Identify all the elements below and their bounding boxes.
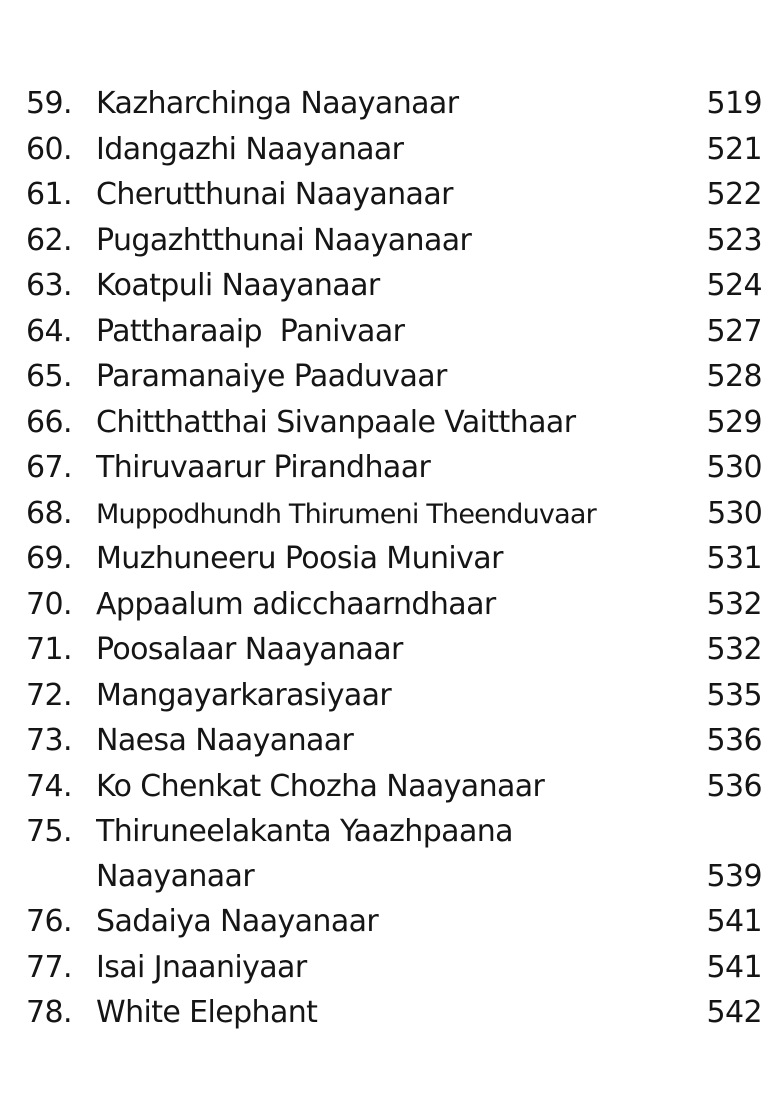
entry-number: 62. [26,222,72,258]
toc-entry [26,309,762,355]
entry-page-number: 528 [706,359,762,394]
entry-title: Naesa Naayanaar [96,723,354,758]
entry-number: 75. [26,814,72,849]
entry-title [96,809,682,899]
entry-number: 76. [26,904,72,939]
entry-number: 61. [26,177,72,212]
entry-page-number: 530 [707,495,762,531]
entry-title: Sadaiya Naayanaar [96,904,379,939]
entry-title: Muzhuneeru Poosia Munivar [96,541,503,576]
entry-number: 64. [26,313,72,349]
toc-entry [26,764,762,810]
toc-entry [26,172,762,218]
toc-entry [26,899,762,945]
entry-number: 63. [26,268,72,303]
entry-title: Pattharaaip Panivaar [96,313,405,349]
entry-title: Appaalum adicchaarndhaar [96,586,496,622]
entry-title-line-2: Naayanaar [96,859,255,894]
entry-page-number: 523 [706,222,762,258]
toc-entry [26,491,762,537]
entry-page-number: 542 [706,995,762,1030]
entry-title: Muppodhundh Thirumeni Theenduvaar [96,498,596,530]
entry-page-number: 532 [706,632,762,667]
entry-page-number: 536 [706,723,762,758]
toc-entry [26,263,762,309]
entry-title: Mangayarkarasiyaar [96,677,392,713]
entry-number: 74. [26,768,72,804]
entry-number: 66. [26,404,72,440]
toc-entry [26,718,762,764]
toc-entry [26,990,762,1036]
entry-page-number: 536 [706,768,762,804]
entry-number: 77. [26,949,72,985]
entry-page-number: 529 [706,404,762,440]
toc-entry [26,218,762,264]
entry-title: Cherutthunai Naayanaar [96,177,453,212]
entry-number: 67. [26,450,72,485]
entry-page-number: 541 [706,904,762,939]
toc-entry [26,400,762,446]
toc-entry [26,354,762,400]
toc-entry [26,81,762,127]
entry-page-number: 531 [706,541,762,576]
entry-title: Poosalaar Naayanaar [96,632,403,667]
entry-number: 73. [26,723,72,758]
toc-entry [26,945,762,991]
entry-title: Kazharchinga Naayanaar [96,86,459,121]
entry-title: Ko Chenkat Chozha Naayanaar [96,768,545,804]
toc-entry [26,582,762,628]
entry-title: Paramanaiye Paaduvaar [96,359,447,394]
entry-number: 65. [26,359,72,394]
entry-title: Idangazhi Naayanaar [96,131,404,167]
toc-entry [26,127,762,173]
entry-title: Chitthatthai Sivanpaale Vaitthaar [96,404,576,440]
entry-page-number: 532 [706,586,762,622]
toc-entry [26,445,762,491]
entry-number: 78. [26,995,72,1030]
entry-number: 70. [26,586,72,622]
entry-title: Pugazhtthunai Naayanaar [96,222,472,258]
entry-page-number: 530 [706,450,762,485]
entry-number: 68. [26,495,72,531]
entry-title-line-1: Thiruneelakanta Yaazhpaana [96,814,513,849]
entry-page-number: 522 [706,177,762,212]
entry-page-number: 521 [706,131,762,167]
toc-entry [26,809,762,899]
entry-number: 71. [26,632,72,667]
toc-entry [26,627,762,673]
entry-title: Koatpuli Naayanaar [96,268,380,303]
toc-entry [26,673,762,719]
entry-title: Isai Jnaaniyaar [96,949,307,985]
entry-page-number: 539 [706,859,762,894]
entry-page-number: 527 [706,313,762,349]
entry-page-number: 519 [706,86,762,121]
table-of-contents [26,81,762,1036]
entry-title: White Elephant [96,995,318,1030]
entry-title: Thiruvaarur Pirandhaar [96,450,431,485]
entry-page-number: 524 [706,268,762,303]
entry-number: 69. [26,541,72,576]
entry-page-number: 535 [706,677,762,713]
entry-number: 60. [26,131,72,167]
entry-page-number: 541 [706,949,762,985]
entry-number: 72. [26,677,72,713]
toc-entry [26,536,762,582]
entry-number: 59. [26,86,72,121]
